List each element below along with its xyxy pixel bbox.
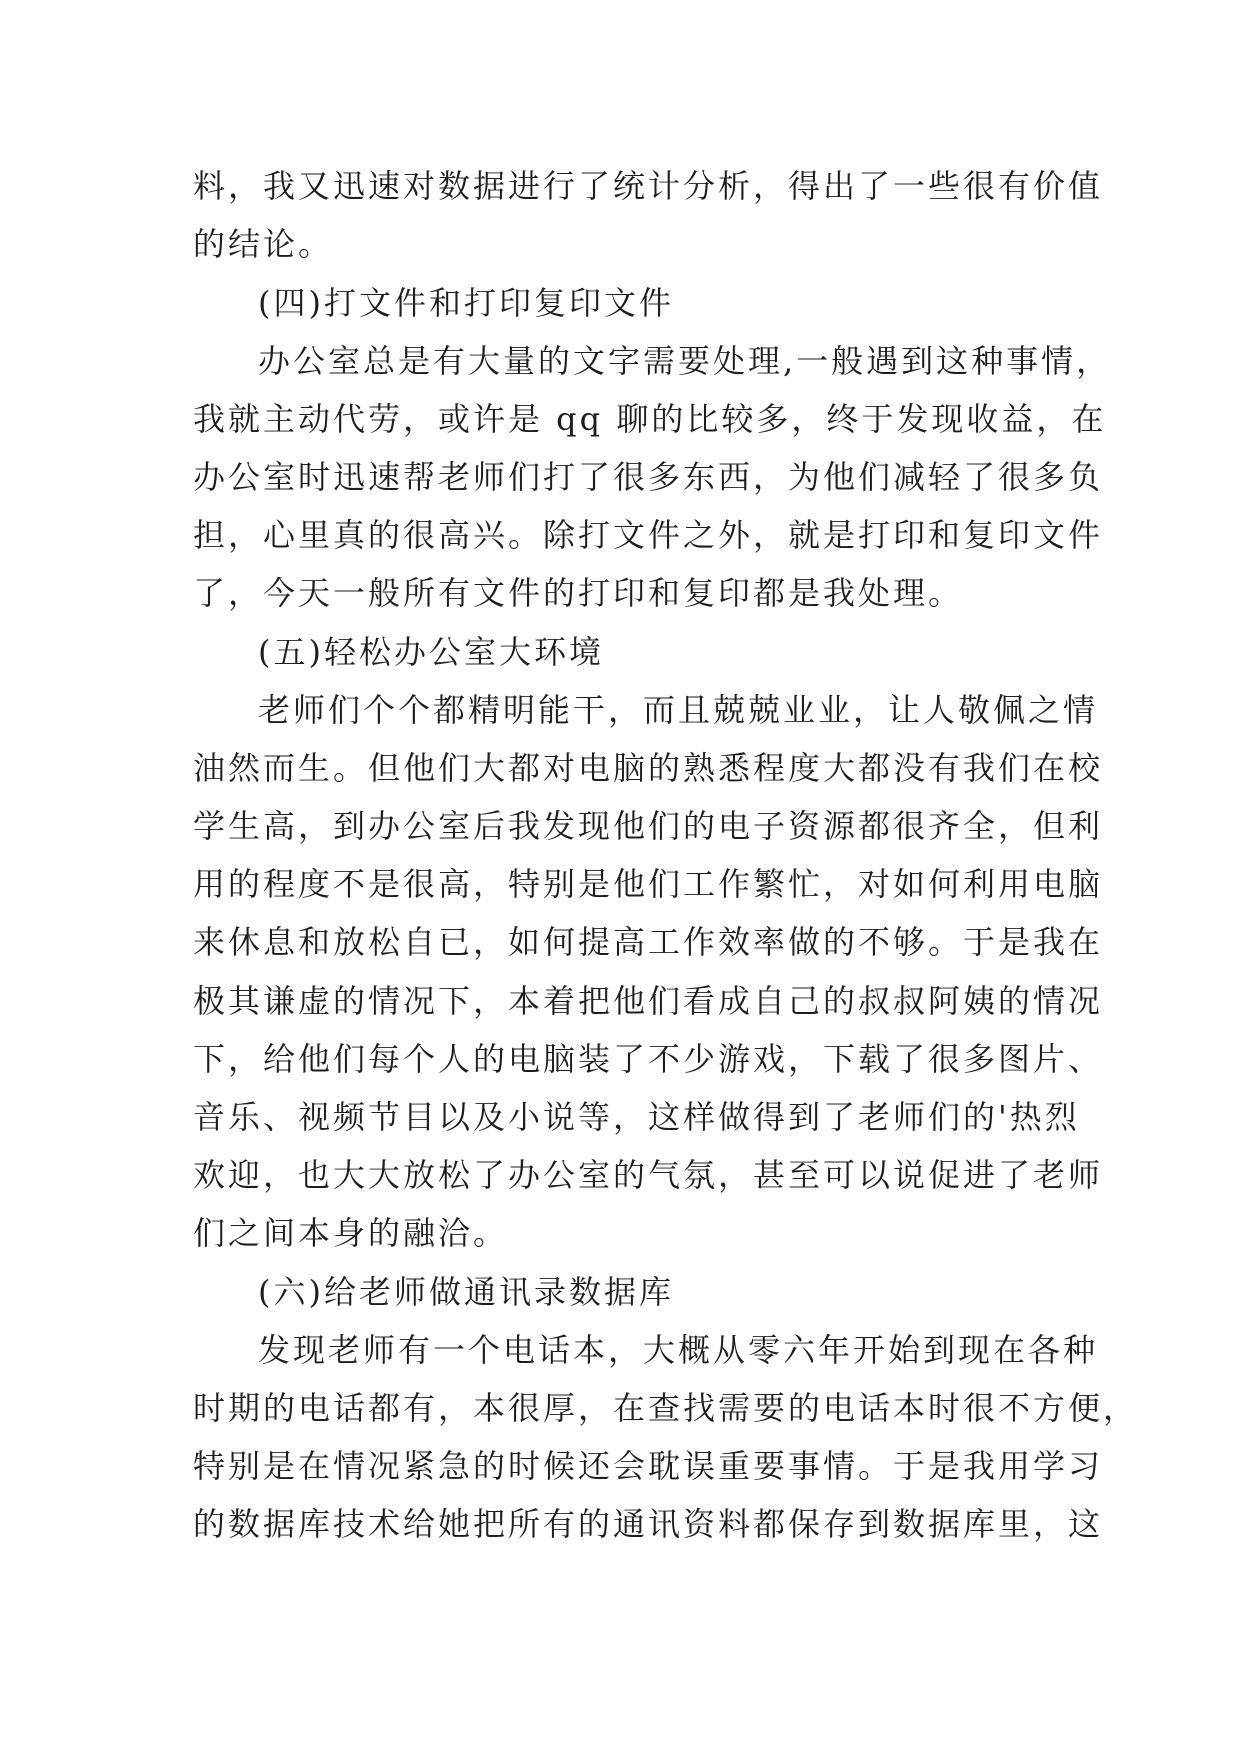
text-line: 我就主动代劳，或许是 qq 聊的比较多，终于发现收益，在 — [193, 400, 1107, 438]
section-heading: (六)给老师做通讯录数据库 — [258, 1273, 674, 1311]
section-heading: (四)打文件和打印复印文件 — [258, 284, 674, 322]
text-line: 的数据库技术给她把所有的通讯资料都保存到数据库里，这 — [193, 1505, 1104, 1543]
text-line: 极其谦虚的情况下，本着把他们看成自己的叔叔阿姨的情况 — [193, 982, 1104, 1020]
text-line: 特别是在情况紧急的时候还会耽误重要事情。于是我用学习 — [193, 1447, 1104, 1485]
text-line: 发现老师有一个电话本，大概从零六年开始到现在各种 — [258, 1331, 1099, 1369]
text-line: 办公室总是有大量的文字需要处理,一般遇到这种事情， — [258, 342, 1112, 380]
text-line: 的结论。 — [193, 225, 334, 263]
text-line: 油然而生。但他们大都对电脑的熟悉程度大都没有我们在校 — [193, 749, 1104, 787]
text-line: 们之间本身的融洽。 — [193, 1214, 509, 1252]
text-line: 时期的电话都有，本很厚，在查找需要的电话本时很不方便， — [193, 1389, 1139, 1427]
text-line: 了，今天一般所有文件的打印和复印都是我处理。 — [193, 574, 964, 612]
text-line: 担，心里真的很高兴。除打文件之外，就是打印和复印文件 — [193, 516, 1104, 554]
text-line: 学生高，到办公室后我发现他们的电子资源都很齐全，但利 — [193, 807, 1104, 845]
text-line: 欢迎，也大大放松了办公室的气氛，甚至可以说促进了老师 — [193, 1156, 1104, 1194]
text-line: 老师们个个都精明能干，而且兢兢业业，让人敬佩之情 — [258, 691, 1099, 729]
section-heading: (五)轻松办公室大环境 — [258, 633, 604, 671]
text-line: 用的程度不是很高，特别是他们工作繁忙，对如何利用电脑 — [193, 865, 1104, 903]
text-line: 办公室时迅速帮老师们打了很多东西，为他们减轻了很多负 — [193, 458, 1104, 496]
text-line: 下，给他们每个人的电脑装了不少游戏，下载了很多图片、 — [193, 1040, 1104, 1078]
text-line: 来休息和放松自已，如何提高工作效率做的不够。于是我在 — [193, 923, 1104, 961]
text-line: 料，我又迅速对数据进行了统计分析，得出了一些很有价值 — [193, 167, 1104, 205]
text-line: 音乐、视频节目以及小说等，这样做得到了老师们的'热烈 — [193, 1098, 1080, 1136]
